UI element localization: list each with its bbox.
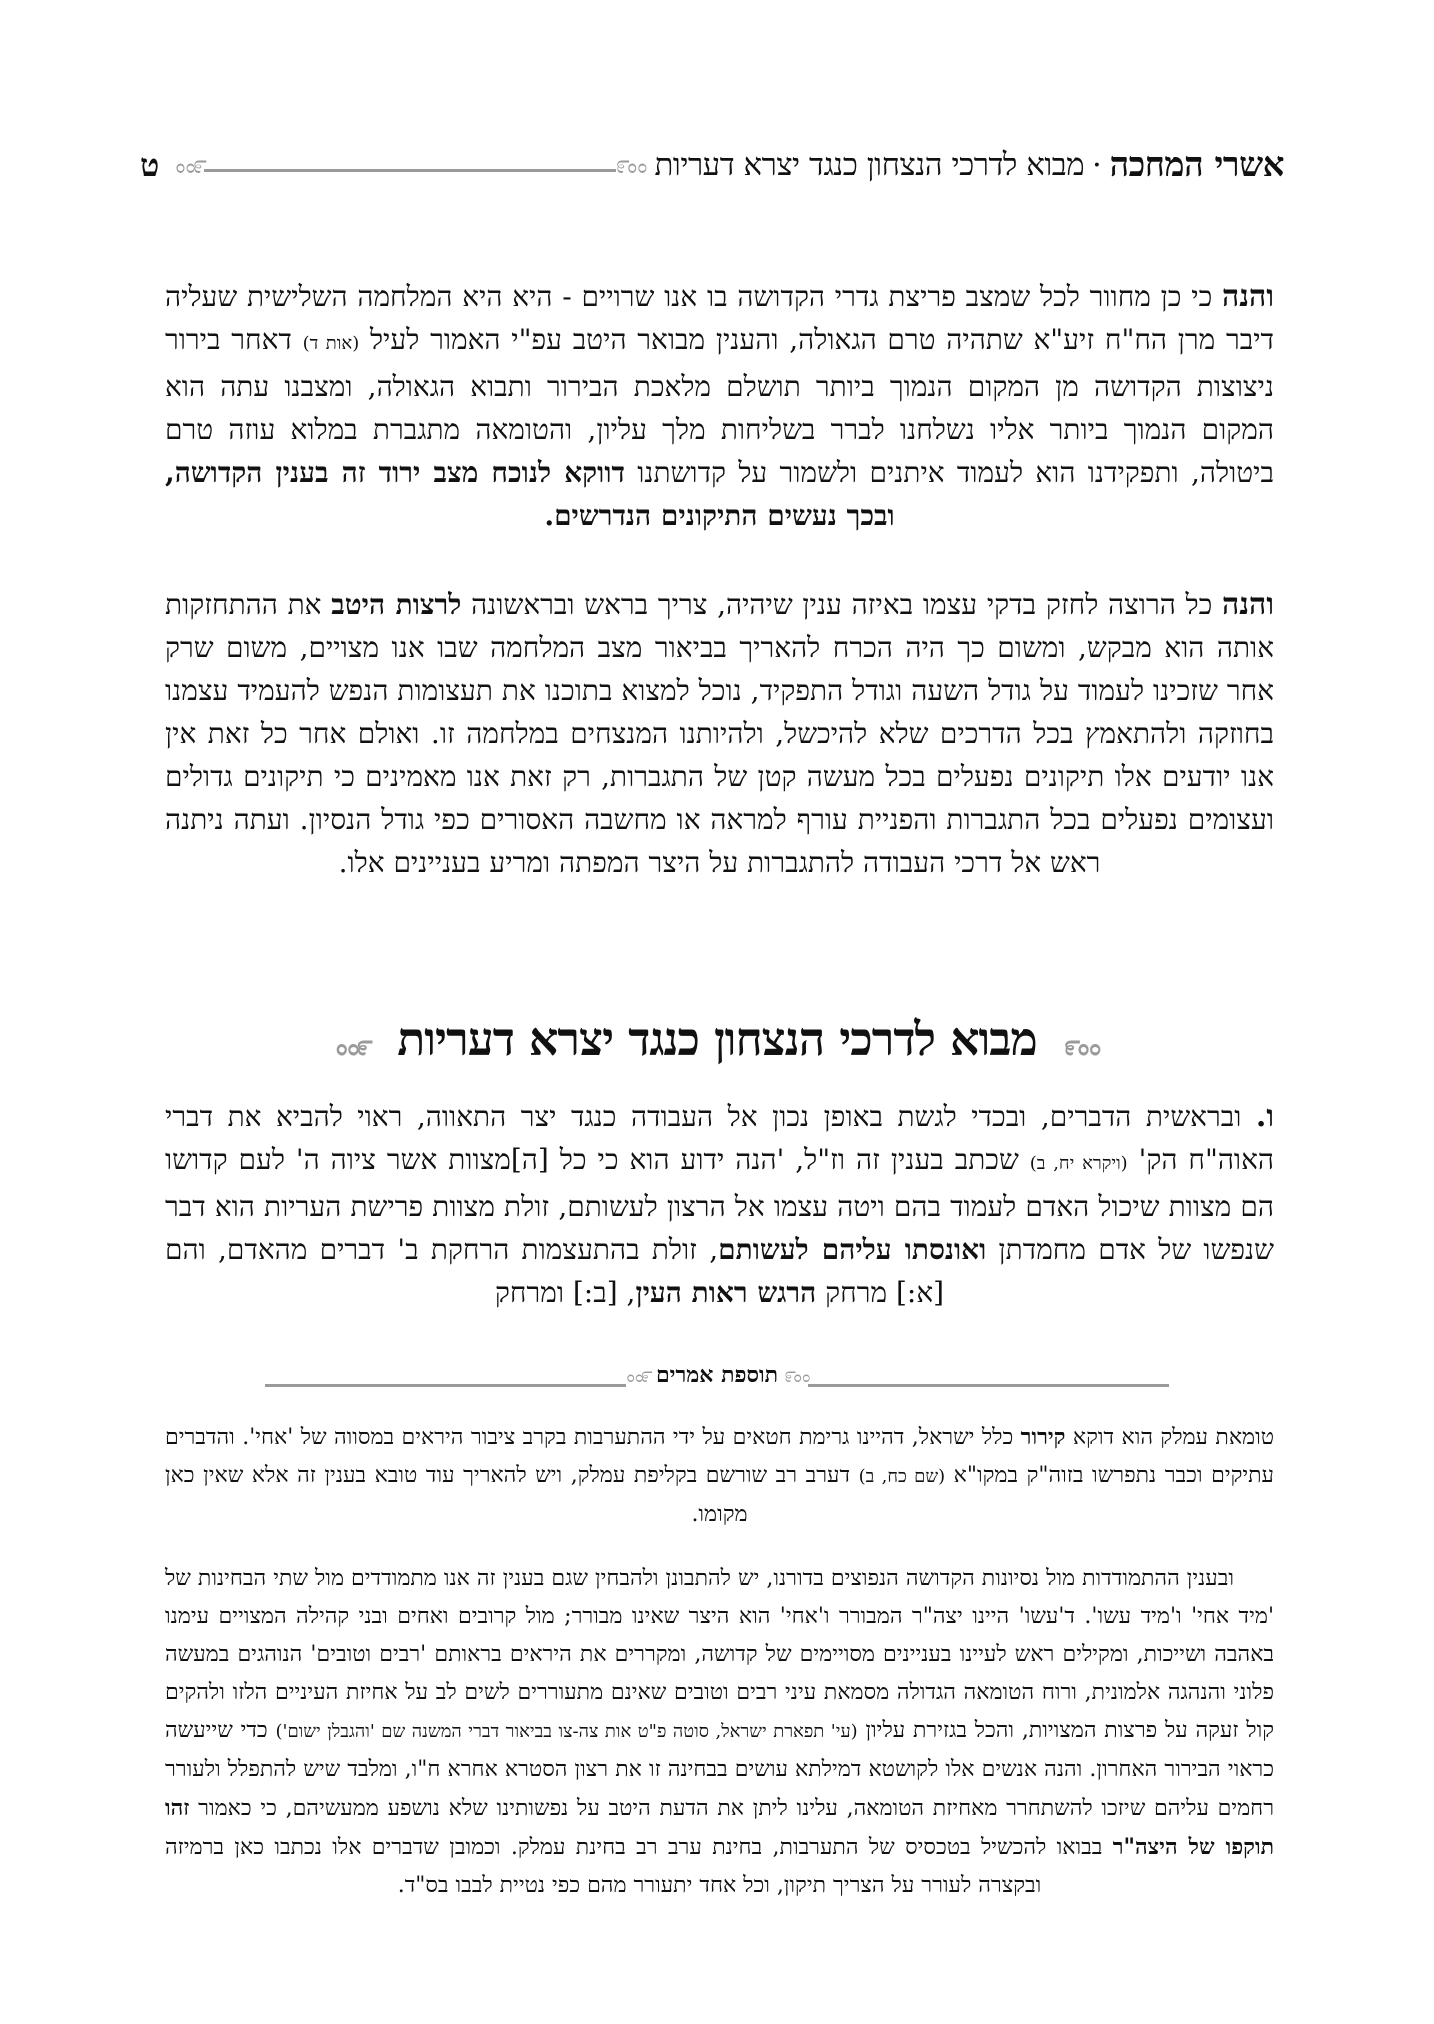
footnote-2 — [165, 1560, 1274, 1905]
paragraph-text: , [ב:] ומרחק — [494, 1276, 636, 1309]
emphasized-text: זהו תוקפו של היצה"ר — [165, 1795, 1274, 1860]
header-divider-line — [204, 169, 615, 172]
ornament-icon: ೯ೲ — [784, 1362, 808, 1388]
footnote-text: ובענין ההתמודדות מול נסיונות הקדושה הנפוצים בדורנו, יש להתבונן ולהבחין שגם בענין זה אנו מתמודדים מול שתי הבחינות של 'מיד אחי' ו'מיד עשו'. ד'עשו' היינו יצה"ר המבורר ו'אחי' הוא היצר שאינו מבורר; מול קרובים ואחים ובני קהילה המצויים עימנו באהבה ושייכות, ומקילים ראש לעיינו בעניינים מסויימים של קדושה, ומקררים את היראים בראותם 'רבים וטובים' הנוהגים במעשה פלוני והנהגה אלמונית, ורוח הטומאה הגדולה מסמאת עיני רבים וטובים שאינם מתעוררים לשים לב על אחיזת העיניים הלזו ולהקים קול זעקה על פרצות המצויות, והכל בגזירת עליון — [165, 1566, 1274, 1743]
footnote-text: כדי שייעשה כראוי הבירור האחרון. והנה אנשים אלו לקושטא דמילתא עושים בבחינה זו את רצון הסטרא אחרא ח"ו, ומלבד שיש להתפלל ולעורר רחמים עליהם שיזכו להשתחרר מאחיזת הטומאה, עלינו ליתן את הדעת היטב על נפשותינו שלא נושפע ממעשיהם, כי כאמור — [165, 1718, 1274, 1821]
section-heading — [0, 1012, 1434, 1066]
footnote-divider-line — [808, 1384, 1169, 1387]
paragraph-text: שכתב בענין זה וז"ל, 'הנה ידוע הוא כי כל [ה]מצוות אשר ציוה ה' לעם קדושו הם מצוות שיכול האדם לעמוד בהם ויטה עצמו אל הרצון לעשותם, זולת מצוות פרישת העריות הוא דבר שנפשו של אדם מחמדתן — [165, 1143, 1274, 1266]
header-rule — [175, 150, 644, 181]
ornament-icon: ೯ೲ — [1063, 1028, 1099, 1063]
source-reference: (עי' תפארת ישראל, סוטה פ"ט אות צה-צו בביאור דברי המשנה שם 'והגבלן ישום') — [275, 1721, 858, 1742]
running-header — [140, 140, 1284, 190]
ornament-icon: ೲ೯ — [626, 1362, 650, 1388]
paragraph-lead-word: והנה — [1222, 279, 1274, 314]
paragraph-2 — [165, 583, 1274, 884]
ornament-icon: ೲ೯ — [335, 1028, 371, 1063]
paragraph-1 — [165, 275, 1274, 537]
source-reference: (ויקרא יח, ב) — [1029, 1153, 1128, 1174]
source-reference: (שם כח, ב) — [858, 1466, 946, 1487]
section-heading-text: מבוא לדרכי הנצחון כנגד יצרא דעריות — [397, 1012, 1037, 1066]
paragraph-text: את ההתחזקות אותה הוא מבקש, ומשום כך היה הכרח להאריך בביאור מצב המלחמה שבו אנו מצויים, משום שרק אחר שזכינו לעמוד על גודל השעה וגודל התפקיד, נוכל למצוא בתוכנו את תעצומות הנפש להעמיד עצמנו בחוזקה ולהתאמץ בכל הדרכים שלא להיכשל, ולהיותנו המנצחים במלחמה זו. ואולם אחר כל זאת אין אנו יודעים אלו תיקונים נפעלים בכל מעשה קטן של התגברות, רק זאת אנו מאמינים כי תיקונים גדולים ועצומים נפעלים בכל התגברות והפניית עורף למראה או מחשבה האסורים כפי גודל הנסיון. ועתה ניתנה ראש אל דרכי העבודה להתגברות על היצר המפתה ומריע בעניינים אלו. — [165, 588, 1274, 879]
paragraph-number: ו. — [1255, 1099, 1274, 1134]
paragraph-text: , זולת בהתעצמות הרחקת ב' דברים מהאדם, והם [א:] מרחק — [165, 1233, 945, 1309]
footnotes-title: תוספת אמרים — [655, 1362, 779, 1388]
paragraph-lead-word: והנה — [1222, 587, 1274, 622]
paragraph-text: ובראשית הדברים, ובכדי לגשת באופן נכון אל העבודה כנגד יצר התאווה, ראוי להביא את דברי האוה"ח הק' — [165, 1100, 1275, 1176]
footnote-1 — [165, 1418, 1274, 1534]
paragraph-text: כי כן מחוור לכל שמצב פריצת גדרי הקדושה בו אנו שרויים - היא היא המלחמה השלישית שעליה דיבר מרן הח"ח זיע"א שתהיה טרם הגאולה, והענין מבואר היטב עפ"י האמור לעיל — [165, 280, 1275, 356]
header-separator: · — [1092, 147, 1102, 183]
footnote-text: דערב רב שורשם בקליפת עמלק, ויש להאריך עוד טובא בענין זה אלא שאין כאן מקומו. — [165, 1463, 859, 1527]
emphasized-text: ואונסתו עליהם לעשותם — [718, 1233, 987, 1266]
ornament-icon: ೲ೯ — [175, 149, 205, 180]
book-title: אשרי המחכה — [1109, 145, 1284, 185]
source-reference: (אות ד) — [302, 333, 360, 354]
emphasized-text: לרצות היטב — [331, 588, 462, 621]
footnotes-header — [265, 1355, 1169, 1395]
paragraph-3 — [165, 1095, 1274, 1314]
emphasized-text: קירור — [1020, 1424, 1066, 1450]
emphasized-text: הרגש ראות העין — [635, 1276, 817, 1309]
chapter-title: מבוא לדרכי הנצחון כנגד יצרא דעריות — [654, 147, 1085, 183]
emphasized-text: דווקא לנוכח מצב ירוד זה בענין הקדושה, ובכך נעשים התיקונים הנדרשים. — [165, 456, 895, 532]
ornament-icon: ೯ೲ — [615, 149, 645, 180]
footnote-text: טומאת עמלק הוא דוקא — [1065, 1425, 1274, 1450]
paragraph-text: דאחר בירור ניצוצות הקדושה מן המקום הנמוך ביותר תושלם מלאכת הבירור ותבוא הגאולה, ומצבנו עתה הוא המקום הנמוך ביותר אליו נשלחנו לברר בשליחות מלך עליון, והטומאה מתגברת במלוא עוזה טרם ביטולה, ותפקידנו הוא לעמוד איתנים ולשמור על קדושתנו — [165, 323, 1275, 489]
footnote-divider-line — [265, 1384, 626, 1387]
paragraph-text: כל הרוצה לחזק בדקי עצמו באיזה ענין שיהיה, צריך בראש ובראשונה — [461, 588, 1223, 621]
footnote-text: כלל ישראל, דהיינו גרימת חטאים על ידי ההתערבות בקרב ציבור היראים במסווה של 'אחי'. והדברים עתיקים וכבר נתפרשו בזוה"ק במקו"א — [165, 1425, 1274, 1488]
footnote-text: בבואו להכשיל בטכסיס של התערבות, בחינת ערב רב בחינת עמלק. וכמובן שדברים אלו נכתבו כאן ברמיזה ובקצרה לעורר על הצריך תיקון, וכל אחד יתעורר מהם כפי נטיית לבבו בס"ד. — [165, 1835, 1113, 1898]
page-number: ט — [140, 146, 160, 184]
